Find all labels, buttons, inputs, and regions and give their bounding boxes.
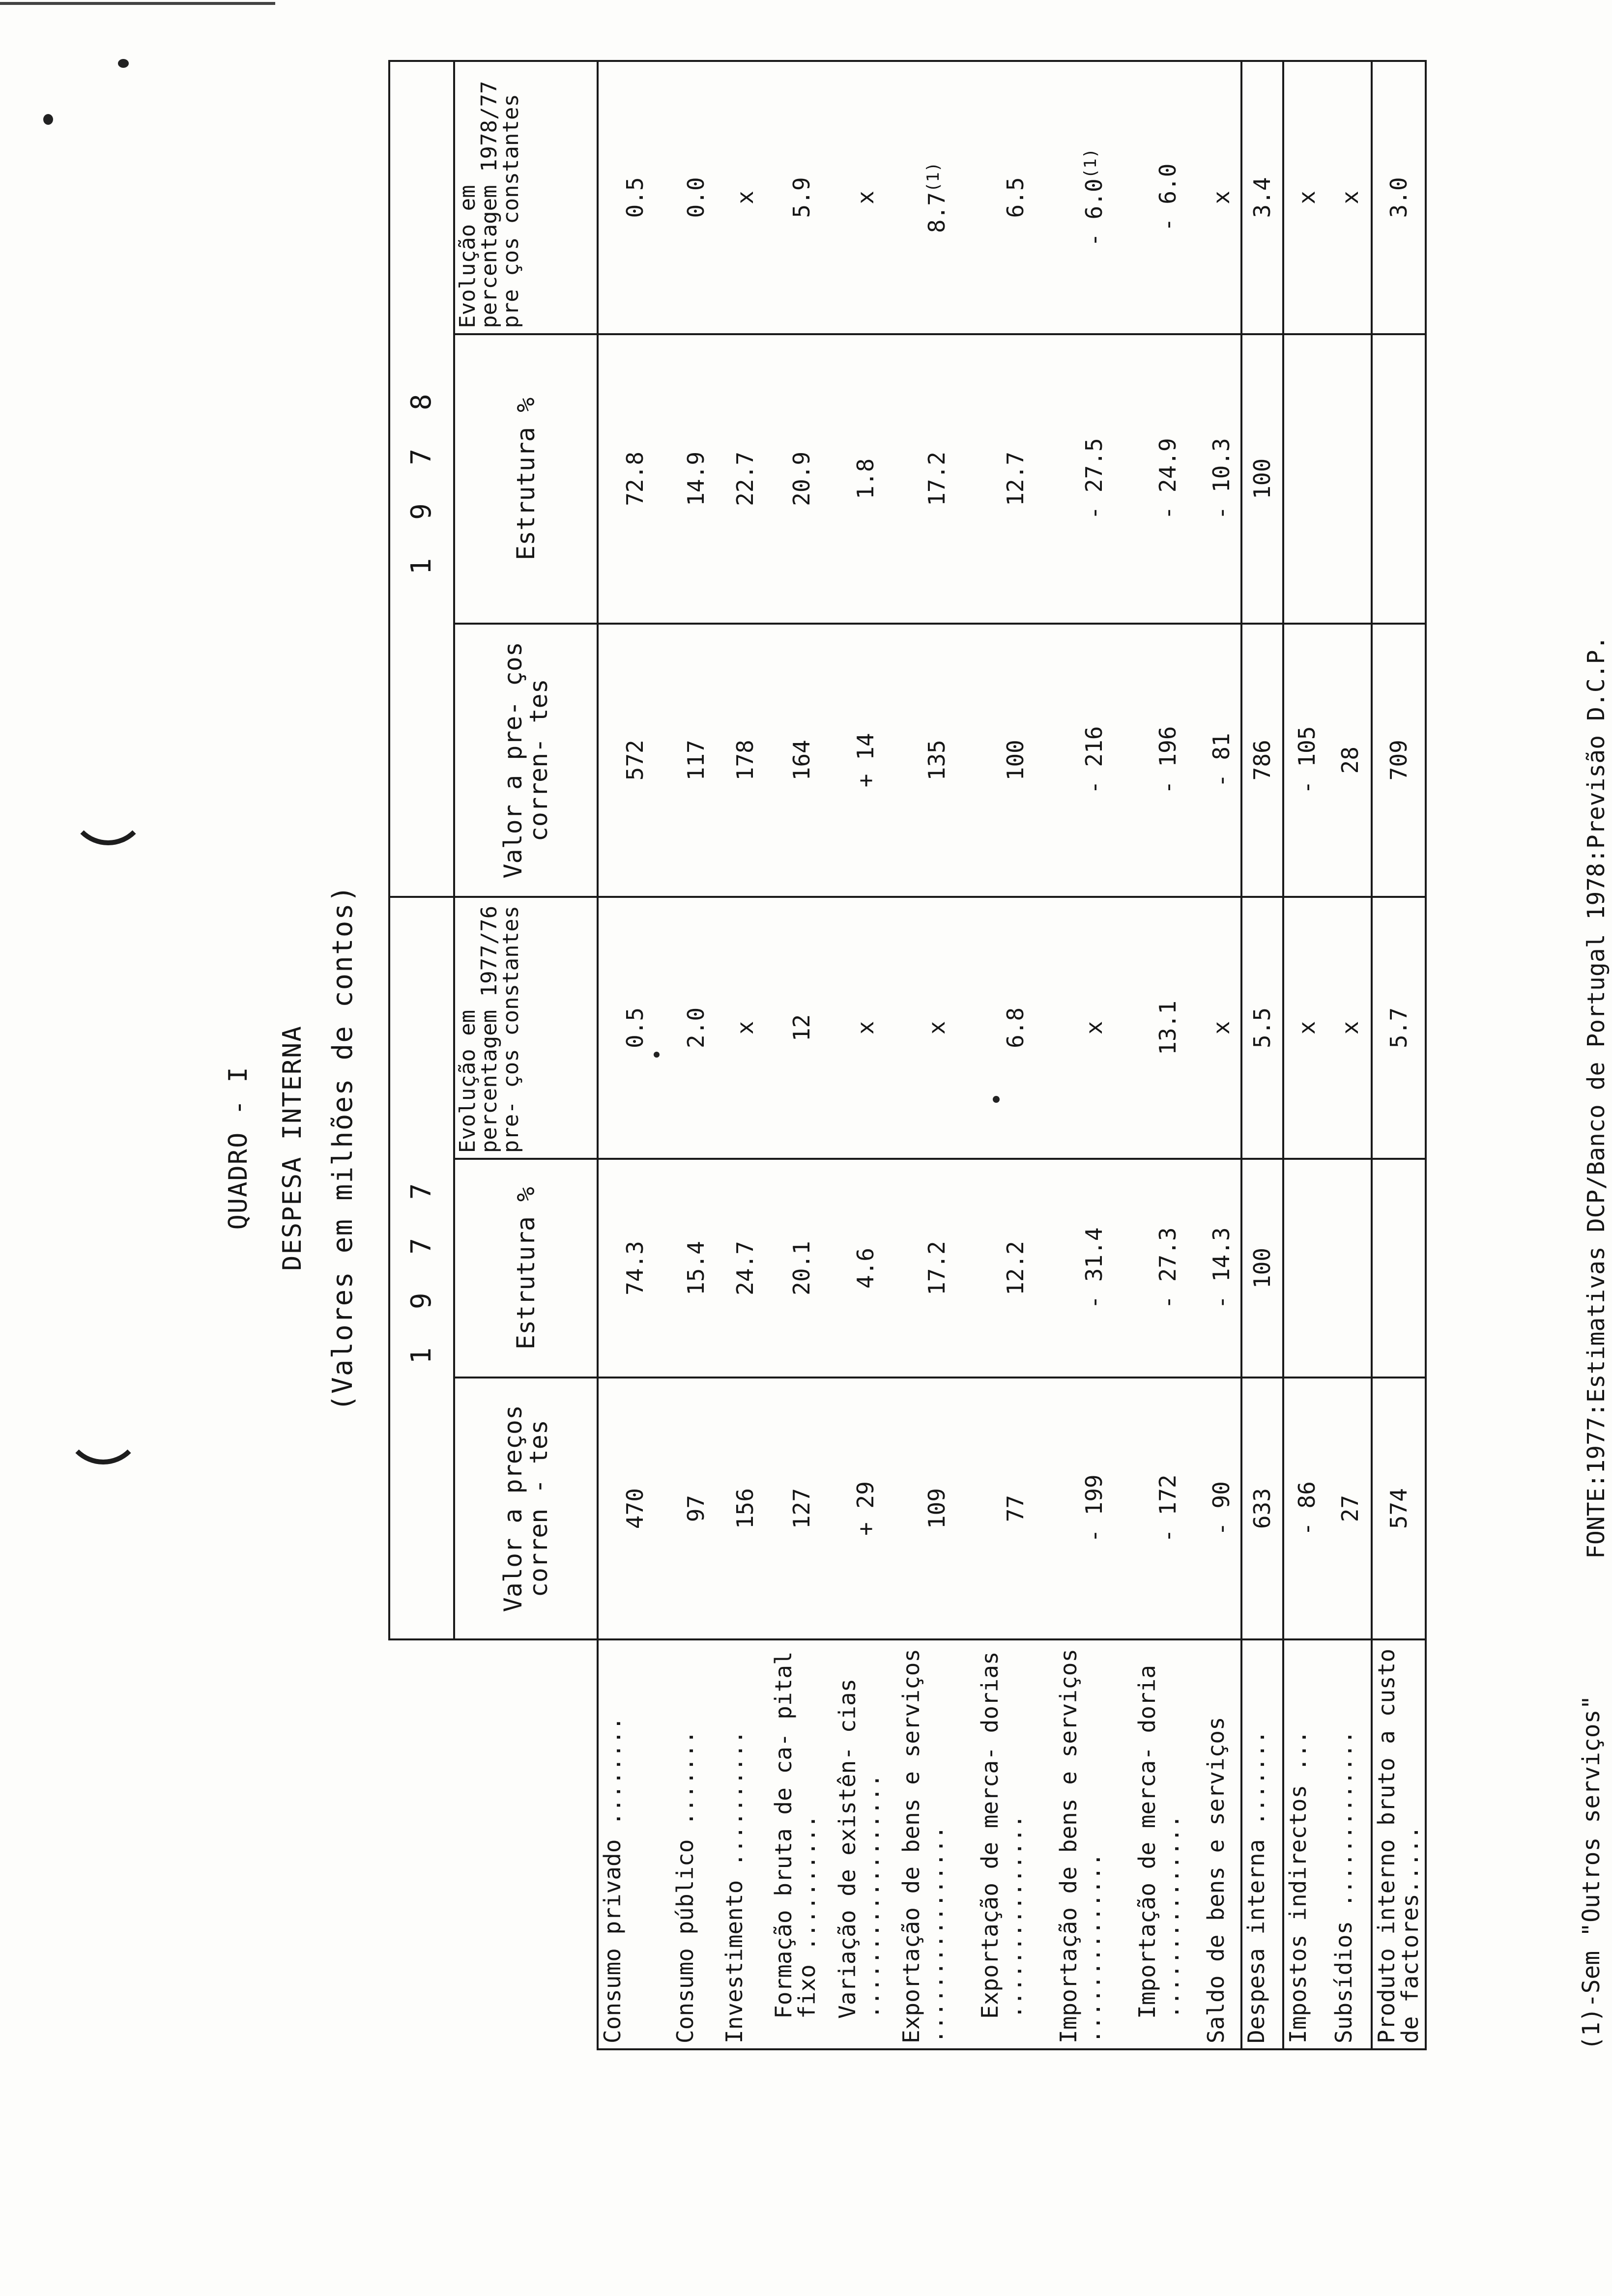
table-row [1055,61,1133,2049]
cell: + 29 [834,1378,897,1640]
cell: 6.5 [976,61,1055,334]
year-1977-header: 1 9 7 7 [389,897,454,1640]
page-subheading: (Valores em milhões de contos) [327,885,359,1411]
cell: - 105 [1283,624,1330,897]
cell: - 196 [1133,624,1202,897]
cell: 100 [976,624,1055,897]
table-row [897,61,976,2049]
footnote-ref: (1) [1080,148,1100,179]
cell [1330,334,1372,624]
cell: x [897,897,976,1159]
cell: - 172 [1133,1378,1202,1640]
cell: 14.9 [671,334,720,624]
footnote: (1)-Sem "Outros serviços" [1578,1695,1605,2050]
year-1978-header: 1 9 7 8 [389,61,454,897]
cell: 470 [598,1378,671,1640]
row-label: Exportação de bens e serviços ................ [897,1639,976,2049]
cell: 572 [598,624,671,897]
corner-cell [389,1639,598,2049]
row-label: Despesa interna ....... [1241,1639,1283,2049]
cell: x [1330,897,1372,1159]
cell-with-note [1055,61,1133,334]
cell: 0.5 [598,897,671,1159]
table-row [770,61,834,2049]
cell: 22.7 [720,334,770,624]
row-label: Investimento .......... [720,1639,770,2049]
cell: 2.0 [671,897,720,1159]
row-label: Exportação de merca- dorias ............... [976,1639,1055,2049]
cell: 0.5 [598,61,671,334]
cell: 28 [1330,624,1372,897]
cell: - 216 [1055,624,1133,897]
col-valor-1977: Valor a preços corren - tes [454,1378,598,1640]
cell: x [1283,897,1330,1159]
cell: x [1055,897,1133,1159]
row-label: Subsídios ............. [1330,1639,1372,2049]
cell: - 24.9 [1133,334,1202,624]
cell: - 6.0 [1133,61,1202,334]
cell: x [1330,61,1372,334]
table-row [598,61,671,2049]
cell: 574 [1372,1378,1426,1640]
row-label: Saldo de bens e serviços [1202,1639,1241,2049]
cell: 0.0 [671,61,720,334]
row-label: Consumo público ....... [671,1639,720,2049]
cell: 127 [770,1378,834,1640]
cell: - 81 [1202,624,1241,897]
cell: - 27.3 [1133,1159,1202,1378]
cell: 4.6 [834,1159,897,1378]
row-label: Consumo privado ........ [598,1639,671,2049]
cell: - 27.5 [1055,334,1133,624]
cell: 27 [1330,1378,1372,1640]
row-label: Produto interno bruto a custo de factores..... [1372,1639,1426,2049]
page-heading: DESPESA INTERNA [278,1025,307,1271]
cell: 633 [1241,1378,1283,1640]
cell: 100 [1241,334,1283,624]
cell: - 31.4 [1055,1159,1133,1378]
cell: 709 [1372,624,1426,897]
col-estrutura-1977: Estrutura % [454,1159,598,1378]
cell: 3.0 [1372,61,1426,334]
cell: 5.9 [770,61,834,334]
cell: 20.9 [770,334,834,624]
cell: x [834,897,897,1159]
cell: + 14 [834,624,897,897]
row-label: Variação de existên- cias .................. [834,1639,897,2049]
cell [1283,334,1330,624]
row-label: Importação de merca- doria ............... [1133,1639,1202,2049]
table-row [671,61,720,2049]
footnote-ref: (1) [923,162,943,193]
cell: x [1202,61,1241,334]
cell: 24.7 [720,1159,770,1378]
cell: 17.2 [897,1159,976,1378]
cell: 5.5 [1241,897,1283,1159]
table-row [1372,61,1426,2049]
cell: x [720,897,770,1159]
table-row [1283,61,1330,2049]
cell: 117 [671,624,720,897]
cell: 13.1 [1133,897,1202,1159]
table-row [976,61,1055,2049]
cell: 97 [671,1378,720,1640]
cell: 17.2 [897,334,976,624]
cell: x [720,61,770,334]
cell: 72.8 [598,334,671,624]
table-row [1241,61,1283,2049]
cell-value: - 6.0 [1080,178,1107,247]
table-row [720,61,770,2049]
cell [1283,1159,1330,1378]
cell: 109 [897,1378,976,1640]
cell: 74.3 [598,1159,671,1378]
row-label: Impostos indirectos ... [1283,1639,1330,2049]
col-estrutura-1978: Estrutura % [454,334,598,624]
cell: 15.4 [671,1159,720,1378]
source-note: FONTE:1977:Estimativas DCP/Banco de Portugal 1978:Previsão D.C.P. [1583,635,1610,1559]
cell: 5.7 [1372,897,1426,1159]
cell: - 199 [1055,1378,1133,1640]
despesa-table [388,60,1427,2050]
cell: - 14.3 [1202,1159,1241,1378]
cell: 1.8 [834,334,897,624]
table-row [1133,61,1202,2049]
cell: - 10.3 [1202,334,1241,624]
col-evolucao-1977: Evolução em percentagem 1977/76 pre- ços constantes [454,897,598,1159]
cell-with-note [897,61,976,334]
cell: 3.4 [1241,61,1283,334]
cell [1372,334,1426,624]
table-row [1330,61,1372,2049]
cell-value: 8.7 [923,192,950,233]
table-row [1202,61,1241,2049]
cell: 77 [976,1378,1055,1640]
cell: 786 [1241,624,1283,897]
cell: x [1202,897,1241,1159]
cell: x [834,61,897,334]
cell: - 86 [1283,1378,1330,1640]
cell: 135 [897,624,976,897]
cell [1372,1159,1426,1378]
col-evolucao-1978: Evolução em percentagem 1978/77 pre ços constantes [454,61,598,334]
cell: 164 [770,624,834,897]
cell: 12.2 [976,1159,1055,1378]
col-valor-1978: Valor a pre- ços corren- tes [454,624,598,897]
cell: 178 [720,624,770,897]
cell: - 90 [1202,1378,1241,1640]
cell: 12 [770,897,834,1159]
row-label: Formação bruta de ca- pital fixo .......... [770,1639,834,2049]
cell: 100 [1241,1159,1283,1378]
table-row [834,61,897,2049]
cell: 156 [720,1378,770,1640]
cell: 12.7 [976,334,1055,624]
row-label: Importação de bens e serviços .............. [1055,1639,1133,2049]
cell: 6.8 [976,897,1055,1159]
cell: 20.1 [770,1159,834,1378]
cell: x [1283,61,1330,334]
cell [1330,1159,1372,1378]
quadro-title: QUADRO - I [224,1066,253,1230]
